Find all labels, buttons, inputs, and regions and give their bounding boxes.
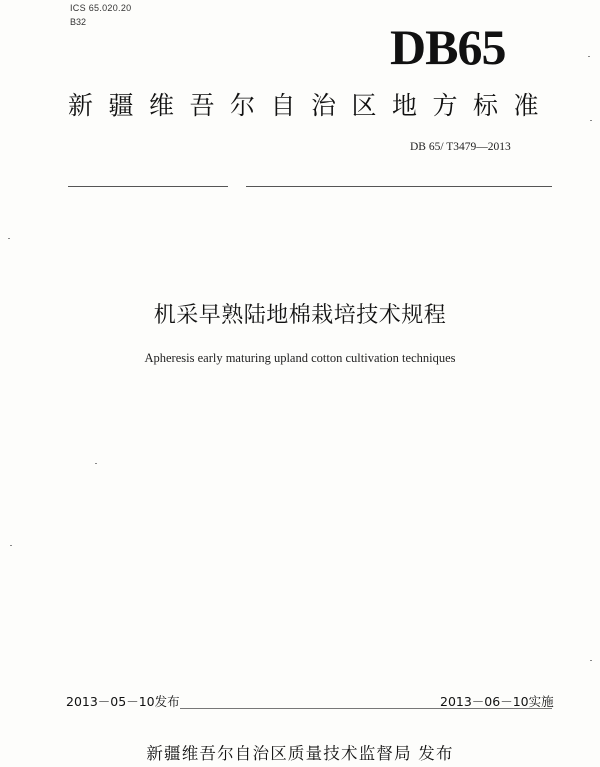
- document-title-chinese: 机采早熟陆地棉栽培技术规程: [153, 303, 447, 328]
- ccs-code: B32: [70, 17, 87, 27]
- standard-logo: DB65: [390, 19, 506, 75]
- scan-speck: [590, 120, 592, 121]
- date-rule: [180, 708, 552, 709]
- header-rule-left: [68, 186, 228, 187]
- scan-speck: [590, 660, 592, 661]
- issue-date: 2013－05－10发布: [66, 694, 180, 709]
- scan-speck: [588, 56, 590, 57]
- issuing-authority: 新疆维吾尔自治区质量技术监督局 发布: [146, 744, 454, 763]
- authority-title: 新疆维吾尔自治区地方标准: [68, 91, 555, 120]
- scan-speck: [95, 463, 97, 464]
- standard-number: DB 65/ T3479—2013: [410, 141, 511, 153]
- scan-speck: [10, 545, 12, 546]
- implementation-date: 2013－06－10实施: [440, 694, 554, 709]
- document-title-english: Apheresis early maturing upland cotton cultivation techniques: [144, 351, 456, 365]
- header-rule-right: [246, 186, 552, 187]
- scan-speck: [8, 238, 10, 239]
- ics-code: ICS 65.020.20: [70, 3, 132, 13]
